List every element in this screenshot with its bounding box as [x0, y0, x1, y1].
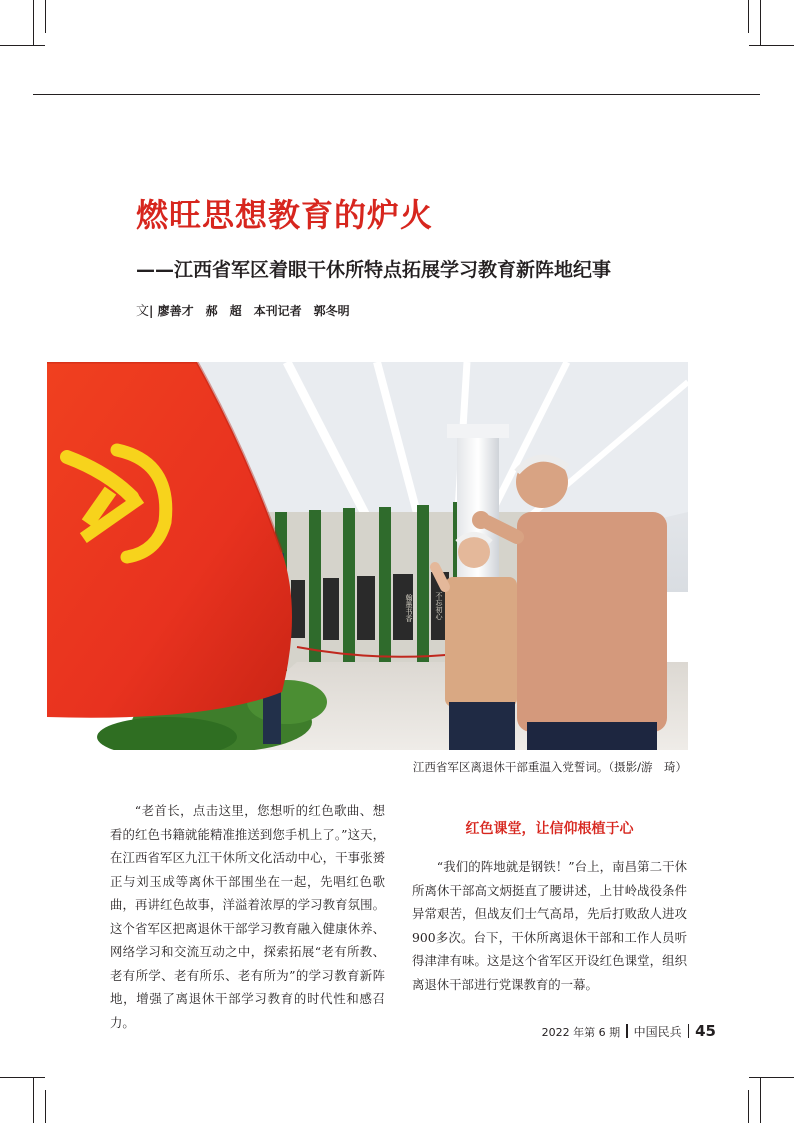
body-column-left: [110, 799, 385, 1034]
page-footer: [542, 1022, 716, 1040]
crop-mark: [760, 0, 761, 45]
crop-mark: [760, 1078, 761, 1123]
crop-mark: [0, 45, 45, 46]
footer-divider: [626, 1024, 628, 1038]
crop-mark: [749, 1077, 794, 1078]
issue-label: 2022 年第 6 期: [541, 1026, 621, 1039]
photo-caption: 江西省军区离退休干部重温入党誓词。（摄影/游 琦）: [412, 760, 687, 774]
byline-prefix: 文: [136, 304, 150, 319]
author-name: 郝 超: [205, 304, 242, 318]
author-role: 本刊记者: [253, 304, 302, 318]
byline: [136, 300, 362, 319]
author-name: 郭冬明: [313, 304, 350, 318]
magazine-name: 中国民兵: [633, 1025, 682, 1039]
author-name: 廖善才: [157, 304, 194, 318]
body-paragraph: “我们的阵地就是钢铁！”台上，南昌第二干休所离休干部高文炳挺直了腰讲述，上甘岭战役条件异常艰苦，但战友们士气高昂，先后打败敌人进攻900多次。台下，干休所离退休干部和工作人员听得津津有味。这是这个省军区开设红色课堂，组织离退休干部进行党课教育的一幕。: [412, 859, 687, 992]
article-subtitle: ——江西省军区着眼干休所特点拓展学习教育新阵地纪事: [136, 259, 612, 281]
plaque-text: 翰墨书香: [405, 594, 413, 622]
page-number: 45: [695, 1022, 716, 1040]
crop-mark: [749, 45, 794, 46]
crop-mark: [33, 1078, 34, 1123]
byline-separator: |: [149, 304, 158, 318]
section-heading: 红色课堂，让信仰根植于心: [465, 821, 634, 837]
header-rule: [33, 94, 760, 95]
crop-mark: [45, 0, 46, 33]
article-title: 燃旺思想教育的炉火: [136, 196, 434, 234]
body-paragraph: “老首长，点击这里，您想听的红色歌曲、想看的红色书籍就能精准推送到您手机上了。”这天，在江西省军区九江干休所文化活动中心，干事张赟正与刘玉成等离休干部围坐在一起，先唱红色歌曲，再讲红色故事，洋溢着浓厚的学习教育氛围。这个省军区把离退休干部学习教育融入健康休养、网络学习和交流互动之中，探索拓展“老有所教、老有所学、老有所乐、老有所为”的学习教育新阵地，增强了离退休干部学习教育的时代性和感召力。: [110, 803, 385, 1030]
plaque-text: 不忘初心: [435, 592, 443, 620]
footer-divider: [688, 1024, 690, 1038]
crop-mark: [748, 1090, 749, 1123]
crop-mark: [33, 0, 34, 45]
crop-mark: [748, 0, 749, 33]
crop-mark: [0, 1077, 45, 1078]
crop-mark: [45, 1090, 46, 1123]
body-column-right: [412, 855, 687, 996]
article-photo: [47, 362, 688, 750]
